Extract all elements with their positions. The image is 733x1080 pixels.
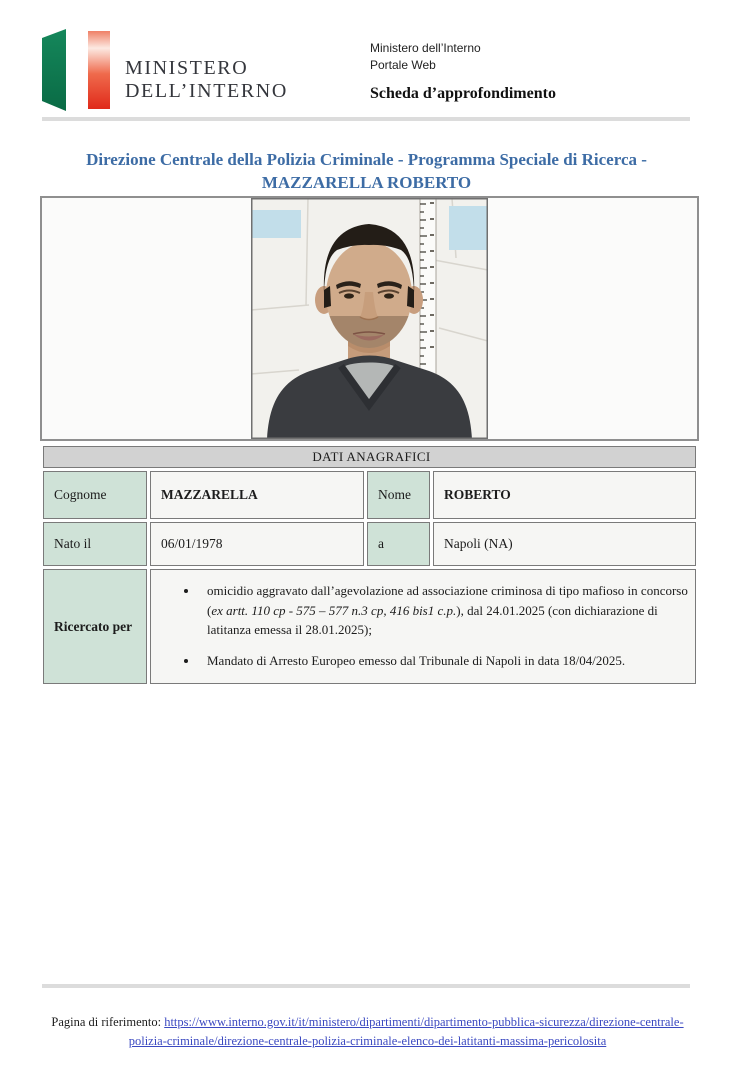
label-nome: Nome	[367, 471, 430, 519]
wanted-list	[161, 581, 689, 670]
value-nato-a: Napoli (NA)	[433, 522, 696, 566]
table-row	[43, 569, 696, 684]
wanted-item-1: • omicidio aggravato dall’agevolazione ad associazione criminosa di tipo mafioso in concorso (ex artt. 110 cp - 575 – 577 n.3 cp, 416 bis1 c.p.), dal 24.01.2025 (con dichiarazione di latitanza emessa il 28.01.2025);	[199, 581, 689, 640]
label-cognome: Cognome	[43, 471, 147, 519]
value-nato-il: 06/01/1978	[150, 522, 364, 566]
footer-divider	[42, 984, 690, 988]
table-section-header: DATI ANAGRAFICI	[43, 446, 696, 468]
value-cognome: MAZZARELLA	[150, 471, 364, 519]
label-ricercato-per: Ricercato per	[43, 569, 147, 684]
wanted-details-cell	[150, 569, 696, 684]
table-row	[43, 471, 696, 519]
mugshot-photo	[251, 198, 488, 439]
brand-line-2: DELL’INTERNO	[125, 80, 288, 102]
height-ruler	[420, 198, 436, 376]
document-type-title: Scheda d’approfondimento	[370, 85, 556, 102]
wanted-item-1-citation: ex artt. 110 cp - 575 – 577 n.3 cp, 416 bis1 c.p.	[211, 602, 457, 618]
brand-line-1: MINISTERO	[125, 57, 249, 79]
page-title-line-1: Direzione Centrale della Polizia Criminale - Programma Speciale di Ricerca -	[86, 150, 647, 169]
header-meta-line-2: Portale Web	[370, 57, 436, 72]
header-meta	[370, 40, 481, 74]
ministero-interno-logo-icon	[42, 27, 114, 113]
label-nato-il: Nato il	[43, 522, 147, 566]
value-nome: ROBERTO	[433, 471, 696, 519]
table-row	[43, 522, 696, 566]
photo-frame	[40, 196, 699, 441]
footer-reference-link[interactable]: https://www.interno.gov.it/it/ministero/dipartimenti/dipartimento-pubblica-sicurezza/direzione-centrale-polizia-criminale/direzione-centrale-polizia-criminale-elenco-dei-latitanti-massima-pericolosita	[128, 1014, 684, 1048]
wanted-item-2: • Mandato di Arresto Europeo emesso dal Tribunale di Napoli in data 18/04/2025.	[199, 651, 689, 671]
label-nato-a: a	[367, 522, 430, 566]
page-title	[0, 149, 733, 195]
header-meta-line-1: Ministero dell’Interno	[370, 41, 481, 55]
footer-reference	[45, 1013, 690, 1052]
page-title-line-2: MAZZARELLA ROBERTO	[261, 172, 472, 192]
header-divider	[42, 117, 690, 121]
footer-reference-label: Pagina di riferimento:	[51, 1014, 165, 1029]
brand-wordmark	[125, 57, 288, 103]
anagraphic-table	[40, 443, 699, 687]
photo-bg-patch	[251, 210, 301, 238]
